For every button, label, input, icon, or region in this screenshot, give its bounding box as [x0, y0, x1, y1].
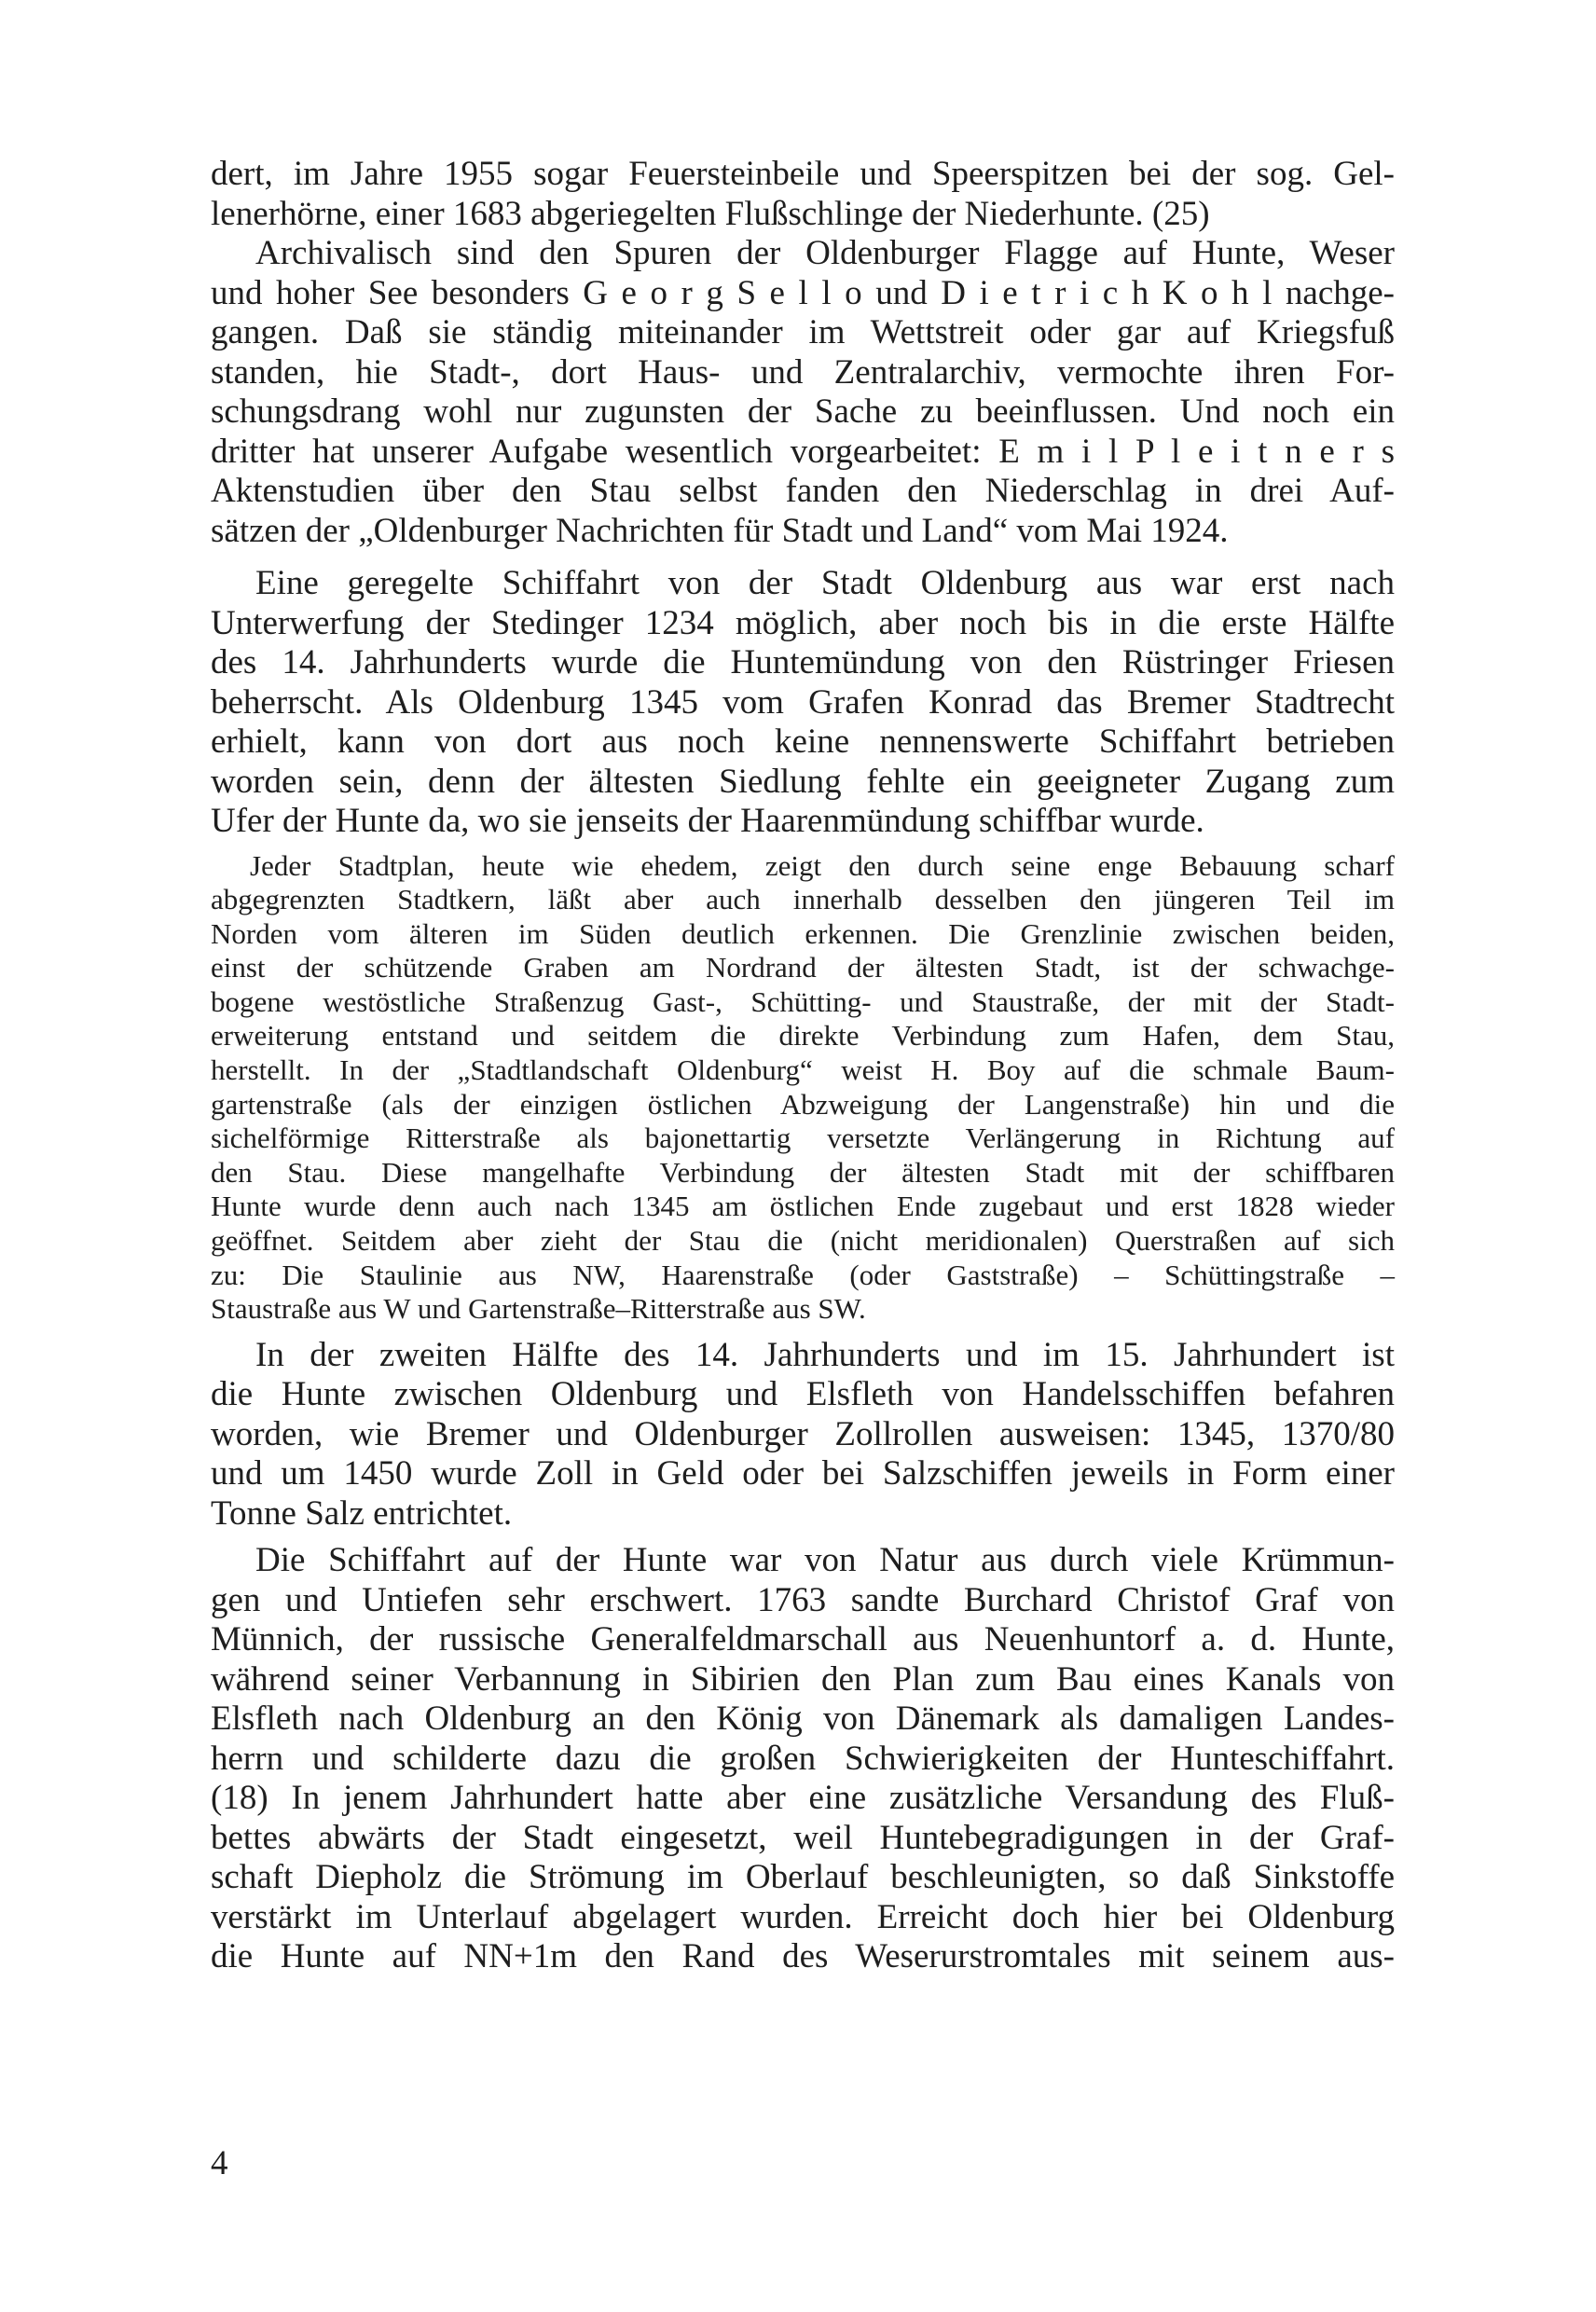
paragraph-6 [211, 1541, 1395, 1977]
text-line: worden sein, denn der ältesten Siedlung fehlte ein geeigneter Zugang zum [211, 762, 1395, 801]
text-line: beherrscht. Als Oldenburg 1345 vom Grafen Konrad das Bremer Stadtrecht [211, 682, 1395, 722]
text-line: Hunte wurde denn auch nach 1345 am östlichen Ende zugebaut und erst 1828 wieder [211, 1190, 1395, 1223]
text-line: dert, im Jahre 1955 sogar Feuersteinbeile und Speerspitzen bei der sog. Gel- [211, 155, 1395, 193]
text-line: herrn und schilderte dazu die großen Schwierigkeiten der Hunteschiffahrt. [211, 1739, 1395, 1778]
text-line: schaft Diepholz die Strömung im Oberlauf beschleunigten, so daß Sinkstoffe [211, 1858, 1395, 1897]
text-line: abgegrenzten Stadtkern, läßt aber auch innerhalb desselben den jüngeren Teil im [211, 883, 1395, 916]
text-line: bogene westöstliche Straßenzug Gast-, Schütting- und Staustraße, der mit der Stadt- [211, 984, 1395, 1018]
text-line: verstärkt im Unterlauf abgelagert wurden. Erreicht doch hier bei Oldenburg [211, 1897, 1395, 1936]
small-print-paragraph [211, 849, 1395, 1327]
text-line: erhielt, kann von dort aus noch keine nennenswerte Schiffahrt betrieben [211, 722, 1395, 761]
text-line: zu: Die Staulinie aus NW, Haarenstraße (oder Gaststraße) – Schüttingstraße – [211, 1258, 1395, 1291]
text-line: schungsdrang wohl nur zugunsten der Sache zu beeinflussen. Und noch ein [211, 392, 1395, 431]
text-line: und hoher See besonders G e o r g S e l l o und D i e t r i c h K o h l nachge- [211, 273, 1395, 312]
text-line: Die Schiffahrt auf der Hunte war von Natur aus durch viele Krümmun- [255, 1541, 1395, 1580]
text-line: einst der schützende Graben am Nordrand der ältesten Stadt, ist der schwachge- [211, 951, 1395, 984]
text-line: geöffnet. Seitdem aber zieht der Stau die (nicht meridionalen) Querstraßen auf sich [211, 1224, 1395, 1258]
text-line: gen und Untiefen sehr erschwert. 1763 sandte Burchard Christof Graf von [211, 1580, 1395, 1619]
page-number: 4 [211, 2144, 228, 2182]
text-line: Münnich, der russische Generalfeldmarschall aus Neuenhuntorf a. d. Hunte, [211, 1620, 1395, 1659]
text-line: Archivalisch sind den Spuren der Oldenburger Flagge auf Hunte, Weser [255, 234, 1395, 272]
text-line: dritter hat unserer Aufgabe wesentlich vorgearbeitet: E m i l P l e i t n e r s [211, 432, 1395, 471]
text-line: Aktenstudien über den Stau selbst fanden den Niederschlag in drei Auf- [211, 472, 1395, 510]
text-line: Unterwerfung der Stedinger 1234 möglich, aber noch bis in die erste Hälfte [211, 603, 1395, 642]
text-line: erweiterung entstand und seitdem die direkte Verbindung zum Hafen, dem Stau, [211, 1019, 1395, 1053]
text-line: Eine geregelte Schiffahrt von der Stadt Oldenburg aus war erst nach [255, 564, 1395, 602]
text-line: Staustraße aus W und Gartenstraße–Ritterstraße aus SW. [211, 1292, 866, 1326]
text-line: den Stau. Diese mangelhafte Verbindung der ältesten Stadt mit der schiffbaren [211, 1155, 1395, 1189]
text-line: sätzen der „Oldenburger Nachrichten für Stadt und Land“ vom Mai 1924. [211, 511, 1229, 550]
text-line: gangen. Daß sie ständig miteinander im Wettstreit oder gar auf Kriegsfuß [211, 313, 1395, 351]
paragraph-3 [211, 564, 1395, 842]
page-body [211, 155, 1395, 1977]
text-line: standen, hie Stadt-, dort Haus- und Zentralarchiv, vermochte ihren For- [211, 352, 1395, 392]
paragraph-1 [211, 155, 1395, 234]
text-line: des 14. Jahrhunderts wurde die Huntemündung von den Rüstringer Friesen [211, 643, 1395, 681]
text-line: bettes abwärts der Stadt eingesetzt, weil Huntebegradigungen in der Graf- [211, 1818, 1395, 1857]
paragraph-5 [211, 1336, 1395, 1534]
text-line: herstellt. In der „Stadtlandschaft Oldenburg“ weist H. Boy auf die schmale Baum- [211, 1053, 1395, 1087]
text-line: Ufer der Hunte da, wo sie jenseits der Haarenmündung schiffbar wurde. [211, 802, 1204, 840]
text-line: Norden vom älteren im Süden deutlich erkennen. Die Grenzlinie zwischen beiden, [211, 916, 1395, 950]
text-line: (18) In jenem Jahrhundert hatte aber eine zusätzliche Versandung des Fluß- [211, 1779, 1395, 1818]
text-line: Tonne Salz entrichtet. [211, 1493, 513, 1533]
paragraph-2 [211, 234, 1395, 551]
text-line: In der zweiten Hälfte des 14. Jahrhunderts und im 15. Jahrhundert ist [255, 1335, 1395, 1374]
text-line: sichelförmige Ritterstraße als bajonettartig versetzte Verlängerung in Richtung auf [211, 1122, 1395, 1155]
text-line: worden, wie Bremer und Oldenburger Zollrollen ausweisen: 1345, 1370/80 [211, 1414, 1395, 1453]
text-line: Jeder Stadtplan, heute wie ehedem, zeigt den durch seine enge Bebauung scharf [250, 848, 1395, 882]
text-line: und um 1450 wurde Zoll in Geld oder bei Salzschiffen jeweils in Form einer [211, 1454, 1395, 1493]
text-line: gartenstraße (als der einzigen östlichen Abzweigung der Langenstraße) hin und die [211, 1087, 1395, 1121]
text-line: während seiner Verbannung in Sibirien den Plan zum Bau eines Kanals von [211, 1659, 1395, 1699]
text-line: lenerhörne, einer 1683 abgeriegelten Flußschlinge der Niederhunte. (25) [211, 194, 1210, 233]
text-line: Elsfleth nach Oldenburg an den König von Dänemark als damaligen Landes- [211, 1700, 1395, 1739]
text-line: die Hunte auf NN+1m den Rand des Weserurstromtales mit seinem aus- [211, 1937, 1395, 1976]
text-line: die Hunte zwischen Oldenburg und Elsfleth von Handelsschiffen befahren [211, 1375, 1395, 1414]
